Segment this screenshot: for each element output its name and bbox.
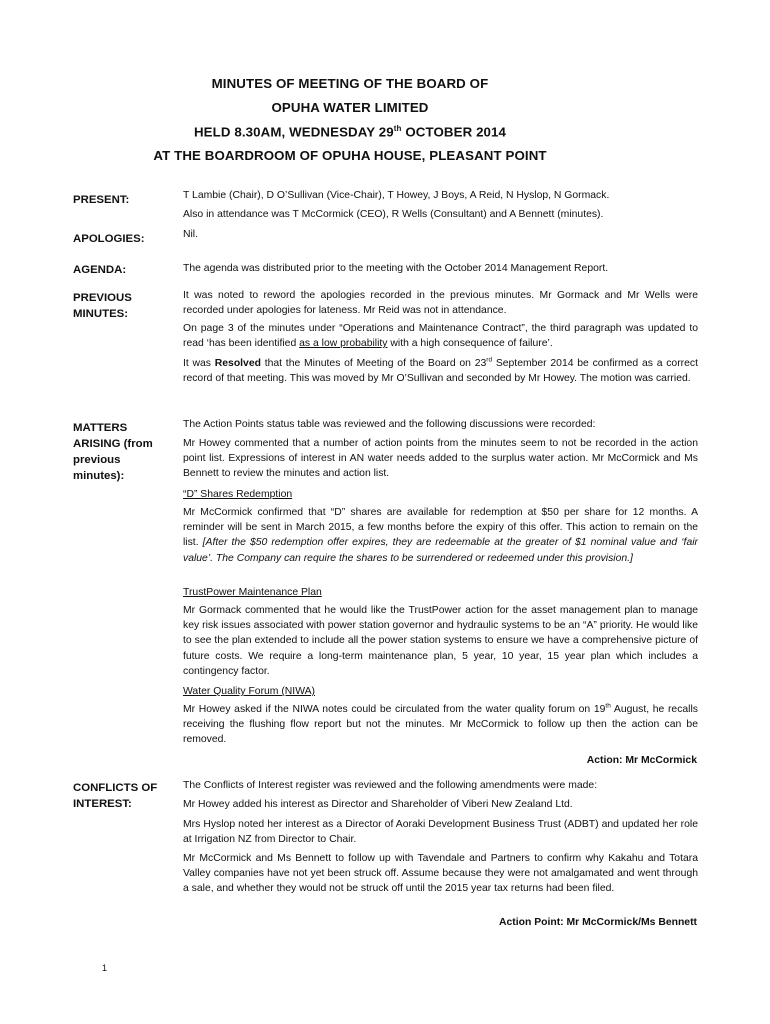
conflicts-label	[73, 780, 173, 812]
title-line-3-pre: HELD 8.30AM, WEDNESDAY 29	[193, 124, 394, 140]
previous-minutes-label-1: PREVIOUS	[73, 292, 132, 304]
previous-minutes-para-1: It was noted to reword the apologies recorded in the previous minutes. Mr Gormack and Mr Wells were recorded under apologies for lateness. Mr Reid was not in attendance.	[183, 290, 698, 317]
conflicts-intro: The Conflicts of Interest register was reviewed and the following amendments were made:	[183, 780, 598, 791]
water-quality-sup: th	[605, 702, 611, 710]
conflicts-label-2: INTEREST:	[73, 798, 132, 810]
agenda-label: AGENDA:	[73, 264, 127, 276]
d-shares-heading: “D” Shares Redemption	[183, 489, 293, 500]
para3-c: September 2014 be confirmed as a correct record of that meeting. This was moved by Mr O’Sullivan and seconded by Mr Howey. The motion was carried.	[183, 358, 698, 385]
present-line-2: Also in attendance was T McCormick (CEO), R Wells (Consultant) and A Bennett (minutes).	[183, 209, 604, 220]
title-line-3	[100, 124, 600, 139]
conflicts-para-2: Mrs Hyslop noted her interest as a Director of Aoraki Development Business Trust (ADBT) and updated her role at Irrigation NZ from Director to Chair.	[183, 819, 698, 846]
trustpower-text: Mr Gormack commented that he would like the TrustPower action for the asset management plan to manage key risk issues associated with power station governor and hydraulic systems to be an “A” priority. He would like to see the plan extended to include all the power station systems to ensure we have a comprehensive picture of future costs. We require a long-term maintenance plan, 5 year, 10 year, 15 year plan which includes a contingency factor.	[183, 605, 698, 677]
d-shares-italic-note: [After the $50 redemption offer expires, they are redeemable at the greater of $1 nominal value and ‘fair value’. The Company can require the shares to be surrendered or redeemed under this provision.]	[183, 537, 698, 564]
title-line-1: MINUTES OF MEETING OF THE BOARD OF	[211, 76, 489, 91]
water-quality-post: August, he recalls receiving the flushing flow report but not the minutes. Mr McCormick to follow up then the action can be removed.	[183, 704, 698, 746]
para2-underline: as a low probability	[299, 338, 388, 350]
apologies-label: APOLOGIES:	[73, 233, 145, 245]
apologies-text: Nil.	[183, 229, 199, 240]
d-shares-body: Mr McCormick confirmed that “D” shares are available for redemption at $50 per share for 12 months. A reminder will be sent in March 2015, a few months before the expiry of this offer. This action to remain on the list.	[183, 507, 698, 549]
matters-arising-label	[73, 420, 173, 484]
d-shares-text	[183, 505, 698, 566]
title-line-2: OPUHA WATER LIMITED	[271, 100, 429, 115]
previous-minutes-para-3	[183, 356, 698, 386]
para3-resolved: Resolved	[214, 358, 261, 369]
previous-minutes-label-2: MINUTES:	[73, 308, 129, 320]
present-label: PRESENT:	[73, 194, 130, 206]
conflicts-para-1: Mr Howey added his interest as Director and Shareholder of Viberi New Zealand Ltd.	[183, 799, 573, 810]
conflicts-action: Action Point: Mr McCormick/Ms Bennett	[498, 917, 697, 928]
title-line-3-sup: th	[393, 124, 402, 133]
matters-para-1: Mr Howey commented that a number of action points from the minutes seem to not be recorded in the action point list. Expressions of interest in AN water needs added to the surplus water action. Mr McCormick and Ms Bennett to review the minutes and action list.	[183, 438, 698, 480]
water-quality-heading: Water Quality Forum (NIWA)	[183, 686, 316, 697]
agenda-text: The agenda was distributed prior to the meeting with the October 2014 Management Report.	[183, 263, 609, 274]
matters-label-1: MATTERS	[73, 422, 128, 434]
conflicts-para-3: Mr McCormick and Ms Bennett to follow up with Tavendale and Partners to confirm why Kakahu and Totara Valley companies have not yet been struck off. Assume because they were not amalgamated and went through a sale, and whether they would not be struck off until the 2015 year tax returns had been filed.	[183, 853, 698, 895]
matters-intro: The Action Points status table was reviewed and the following discussions were recorded:	[183, 419, 596, 430]
title-line-3-post: OCTOBER 2014	[401, 124, 507, 140]
matters-label-2: ARISING (from	[73, 438, 153, 450]
previous-minutes-label	[73, 290, 173, 322]
water-quality-text	[183, 702, 698, 748]
title-line-4: AT THE BOARDROOM OF OPUHA HOUSE, PLEASANT POINT	[153, 148, 547, 163]
previous-minutes-para-2	[183, 321, 698, 351]
page-number: 1	[102, 963, 108, 973]
matters-label-4: minutes):	[73, 470, 125, 482]
para3-sup: rd	[486, 356, 493, 364]
trustpower-heading: TrustPower Maintenance Plan	[183, 587, 322, 598]
para2-pre: On page 3 of the minutes under “Operations and Maintenance Contract”, the third paragraph was updated to read ‘has been identified	[183, 323, 698, 350]
para3-a: It was	[183, 358, 215, 369]
para2-post: with a high consequence of failure’.	[387, 338, 553, 350]
water-quality-pre: Mr Howey asked if the NIWA notes could be circulated from the water quality forum on 19	[183, 704, 606, 715]
matters-label-3: previous	[73, 454, 121, 466]
present-line-1: T Lambie (Chair), D O’Sullivan (Vice-Chair), T Howey, J Boys, A Reid, N Hyslop, N Gormack.	[183, 190, 610, 201]
conflicts-label-1: CONFLICTS OF	[73, 782, 158, 794]
para3-b: that the Minutes of Meeting of the Board on 23	[260, 358, 487, 369]
matters-action: Action: Mr McCormick	[586, 755, 697, 766]
